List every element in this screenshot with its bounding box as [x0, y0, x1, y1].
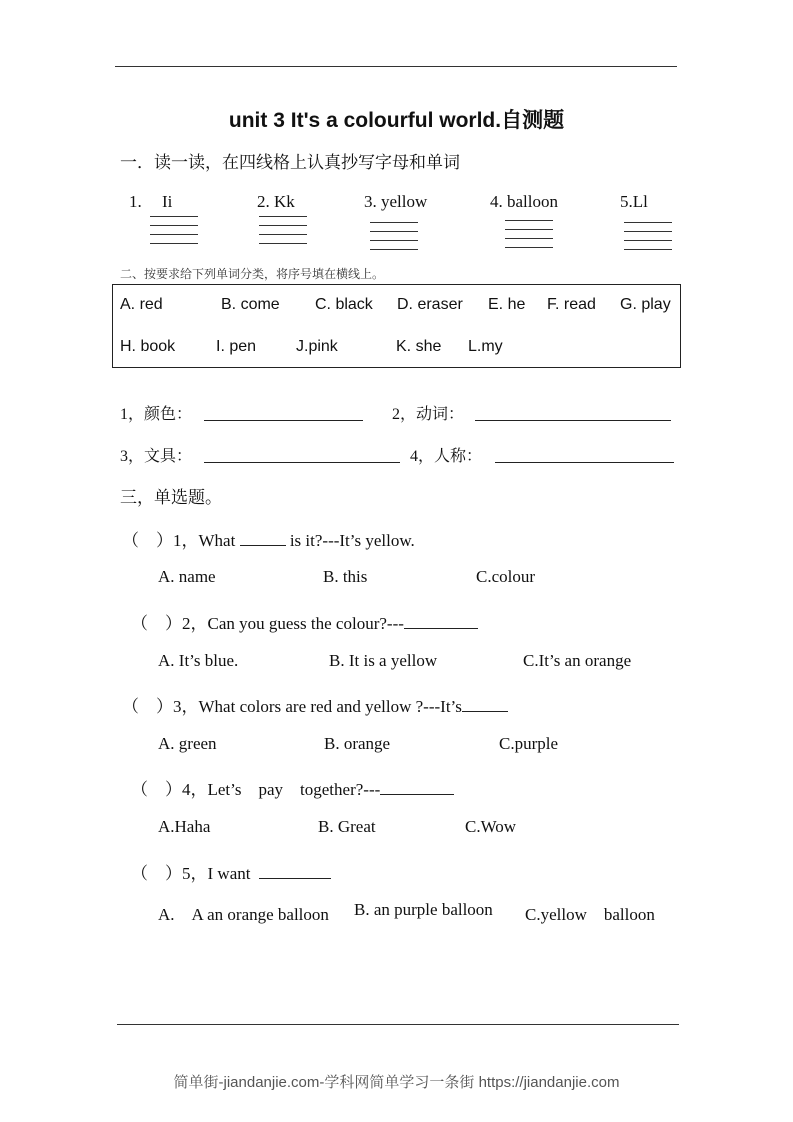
category-stationery-label: 3，文具： — [120, 448, 193, 465]
question-1 — [122, 526, 415, 551]
footer-watermark: 简单街-jiandanjie.com-学科网简单学习一条街 https://jiandanjie.com — [173, 1074, 620, 1091]
answer-parenthesis[interactable]: （ ） — [122, 697, 173, 716]
q2-option-c: C.It’s an orange — [523, 651, 632, 670]
answer-blank[interactable] — [259, 864, 331, 879]
word-k: K. she — [396, 338, 442, 355]
section1-heading: 一．读一读，在四线格上认真抄写字母和单词 — [120, 153, 460, 172]
word-e: E. he — [488, 296, 526, 313]
item-1-number: 1. — [129, 192, 142, 211]
category-stationery-answer-line[interactable] — [204, 462, 400, 463]
answer-parenthesis[interactable]: （ ） — [122, 531, 173, 550]
word-a: A. red — [120, 296, 163, 313]
bottom-rule — [117, 1024, 679, 1025]
q1-option-c: C.colour — [476, 567, 536, 586]
four-line-grid-1[interactable] — [150, 216, 198, 252]
q5-option-a: A. A an orange balloon — [158, 905, 329, 924]
question-2 — [131, 609, 478, 634]
question-5 — [131, 859, 331, 884]
q1-option-a: A. name — [158, 567, 216, 586]
word-i: I. pen — [216, 338, 257, 355]
q3-option-b: B. orange — [324, 734, 391, 753]
four-line-grid-2[interactable] — [259, 216, 307, 252]
question-stem-end: is it?---It’s yellow. — [289, 531, 415, 550]
q3-option-a: A. green — [158, 734, 217, 753]
q4-option-a: A.Haha — [158, 817, 211, 836]
answer-parenthesis[interactable]: （ ） — [131, 864, 182, 883]
word-h: H. book — [120, 338, 176, 355]
answer-blank[interactable] — [404, 614, 478, 629]
question-stem: 2，Can you guess the colour?--- — [182, 614, 404, 633]
question-stem: 3，What colors are red and yellow ?---It’s — [173, 697, 462, 716]
top-rule — [115, 66, 677, 67]
category-colour-answer-line[interactable] — [204, 420, 363, 421]
four-line-grid-5[interactable] — [624, 222, 672, 258]
category-verb-label: 2，动词： — [392, 406, 465, 423]
four-line-grid-3[interactable] — [370, 222, 418, 258]
item-4-word: 4. balloon — [490, 192, 558, 211]
category-colour-label: 1，颜色： — [120, 406, 193, 423]
item-3-word: 3. yellow — [364, 192, 428, 211]
q2-option-a: A. It’s blue. — [158, 651, 239, 670]
section3-heading: 三，单选题。 — [120, 488, 222, 507]
section2-heading: 二、按要求给下列单词分类，将序号填在横线上。 — [120, 267, 385, 281]
answer-blank[interactable] — [462, 697, 508, 712]
item-5-word: 5.Ll — [620, 192, 648, 211]
question-stem: 4，Let’s pay together?--- — [182, 780, 381, 799]
q4-option-b: B. Great — [318, 817, 376, 836]
q5-option-b: B. an purple balloon — [354, 900, 493, 919]
word-c: C. black — [315, 296, 373, 313]
four-line-grid-4[interactable] — [505, 220, 553, 256]
page-title: unit 3 It's a colourful world.自测题 — [228, 109, 565, 132]
q2-option-b: B. It is a yellow — [329, 651, 438, 670]
answer-parenthesis[interactable]: （ ） — [131, 780, 182, 799]
item-2-word: 2. Kk — [257, 192, 295, 211]
word-j: J.pink — [296, 338, 338, 355]
word-f: F. read — [547, 296, 596, 313]
word-g: G. play — [620, 296, 671, 313]
category-pronoun-label: 4，人称： — [410, 448, 483, 465]
q5-option-c: C.yellow balloon — [525, 905, 655, 924]
question-stem: 5，I want — [182, 864, 251, 883]
item-1-word: Ii — [162, 192, 173, 211]
question-4 — [131, 775, 454, 800]
q3-option-c: C.purple — [499, 734, 559, 753]
word-l: L.my — [468, 338, 503, 355]
category-pronoun-answer-line[interactable] — [495, 462, 674, 463]
q1-option-b: B. this — [323, 567, 368, 586]
word-d: D. eraser — [397, 296, 463, 313]
question-stem: 1，What — [173, 531, 236, 550]
question-3 — [122, 692, 508, 717]
answer-blank[interactable] — [380, 780, 454, 795]
answer-blank[interactable] — [240, 531, 286, 546]
word-b: B. come — [221, 296, 280, 313]
q4-option-c: C.Wow — [465, 817, 517, 836]
category-verb-answer-line[interactable] — [475, 420, 671, 421]
answer-parenthesis[interactable]: （ ） — [131, 614, 182, 633]
